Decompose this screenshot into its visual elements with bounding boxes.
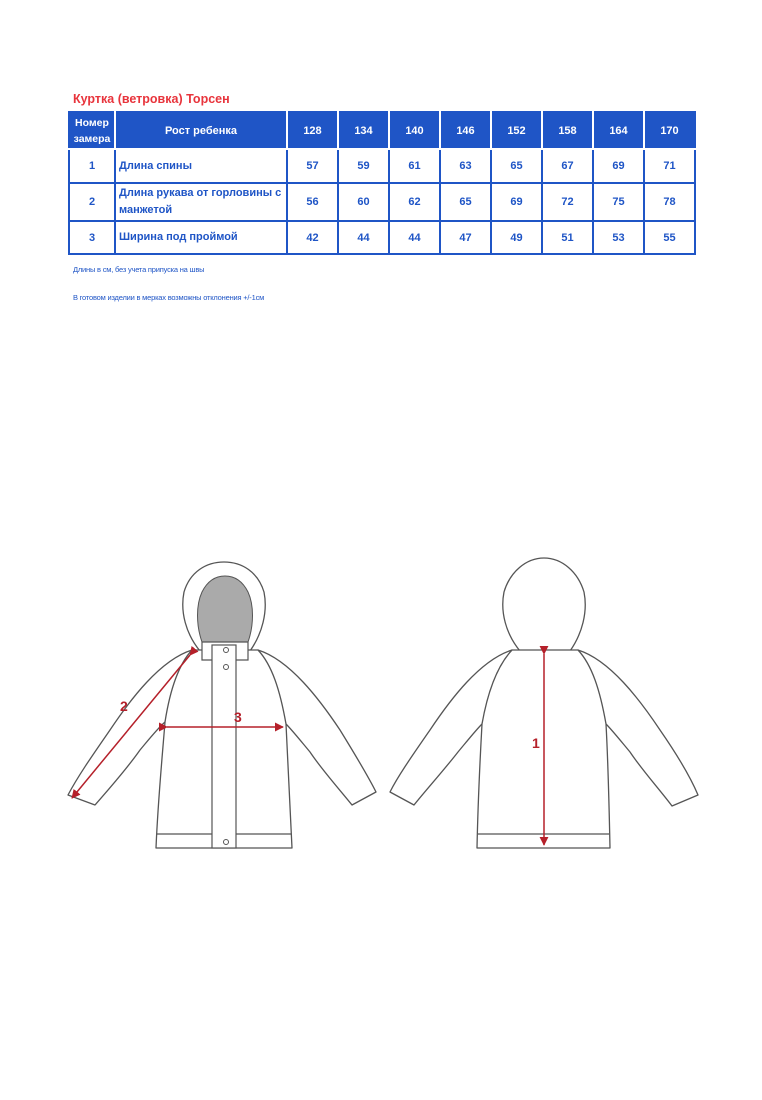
header-size: 158: [542, 112, 593, 149]
row-number: 2: [69, 183, 115, 221]
table-cell: 65: [491, 149, 542, 183]
row-label: Ширина под проймой: [115, 221, 287, 254]
table-cell: 72: [542, 183, 593, 221]
note-units: Длины в см, без учета припуска на швы: [73, 265, 205, 274]
header-size: 140: [389, 112, 440, 149]
table-cell: 75: [593, 183, 644, 221]
measure-label-sleeve: 2: [120, 698, 128, 714]
row-number: 3: [69, 221, 115, 254]
product-title: Куртка (ветровка) Торсен: [73, 92, 230, 106]
header-size: 134: [338, 112, 389, 149]
measure-label-back: 1: [532, 735, 540, 751]
table-cell: 71: [644, 149, 695, 183]
measure-label-chest: 3: [234, 709, 242, 725]
row-label: Длина спины: [115, 149, 287, 183]
table-cell: 53: [593, 221, 644, 254]
row-number: 1: [69, 149, 115, 183]
front-hood-lining: [198, 576, 253, 642]
table-cell: 78: [644, 183, 695, 221]
table-cell: 51: [542, 221, 593, 254]
table-cell: 60: [338, 183, 389, 221]
row-label: Длина рукава от горловины с манжетой: [115, 183, 287, 221]
table-cell: 57: [287, 149, 338, 183]
table-cell: 44: [389, 221, 440, 254]
header-size: 152: [491, 112, 542, 149]
table-cell: 56: [287, 183, 338, 221]
header-child-height: Рост ребенка: [115, 112, 287, 149]
table-cell: 69: [491, 183, 542, 221]
table-cell: 42: [287, 221, 338, 254]
header-size: 170: [644, 112, 695, 149]
table-cell: 55: [644, 221, 695, 254]
table-cell: 67: [542, 149, 593, 183]
table-cell: 59: [338, 149, 389, 183]
table-cell: 69: [593, 149, 644, 183]
header-size: 164: [593, 112, 644, 149]
header-number-line2: замера: [73, 132, 111, 145]
table-cell: 62: [389, 183, 440, 221]
table-cell: 61: [389, 149, 440, 183]
table-cell: 65: [440, 183, 491, 221]
table-cell: 47: [440, 221, 491, 254]
note-tolerance: В готовом изделии в мерках возможны отклонения +/-1см: [73, 293, 265, 302]
header-size: 146: [440, 112, 491, 149]
back-hood: [503, 558, 585, 651]
header-number-line1: Номер: [75, 116, 109, 129]
header-size: 128: [287, 112, 338, 149]
table-cell: 63: [440, 149, 491, 183]
table-cell: 44: [338, 221, 389, 254]
table-cell: 49: [491, 221, 542, 254]
front-placket: [212, 645, 236, 848]
